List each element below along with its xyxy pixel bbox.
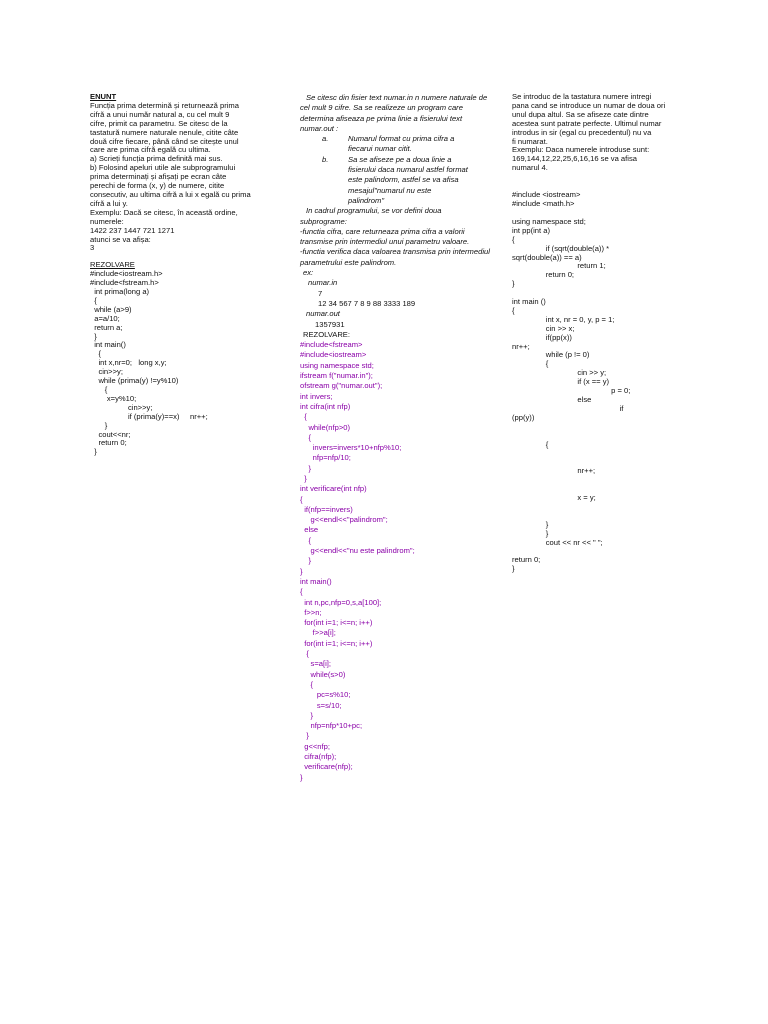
code-line: int main() [90, 340, 126, 350]
code-line: } [512, 519, 549, 529]
code-line: { [90, 349, 101, 359]
middle-column [300, 93, 490, 783]
middle-para-verifica: -functia verifica daca valoarea transmisa prin intermediul parametrului este palindrom. [300, 247, 490, 267]
statement-line: introdus in sir (egal cu precedentul) nu va [512, 127, 652, 137]
statement-line: b) Folosind apeluri utile ale subprogramului [90, 163, 236, 173]
code-line: g<<endl<<"nu este palindrom"; [300, 546, 415, 556]
code-line: int x, nr = 0, y, p = 1; [512, 314, 615, 324]
code-line: } [300, 731, 309, 741]
spacer [512, 173, 692, 191]
code-line: return 0; [512, 555, 541, 565]
code-line: } [300, 710, 314, 720]
code-line: g<<nfp; [300, 741, 330, 751]
code-line: while (p != 0) [512, 350, 590, 360]
item-letter: a. [322, 134, 329, 144]
code-line: if (prima(y)==x) nr++; [90, 411, 208, 421]
code-line: cin >> y; [512, 368, 607, 378]
code-line: { [512, 305, 515, 315]
code-line: #include<fstream.h> [90, 278, 159, 288]
statement-line: numerele: [90, 216, 124, 226]
code-line: } [90, 447, 97, 457]
code-line: #include <iostream> [512, 190, 581, 200]
code-line: } [300, 473, 307, 483]
statement-line: prima determinați și afișați pe ecran câte [90, 172, 227, 182]
code-line: int invers; [300, 391, 333, 401]
code-line: int pp(int a) [512, 225, 550, 235]
code-line: #include <math.h> [512, 199, 575, 209]
statement-line: Exemplu: Dacă se citesc, în această ordine, [90, 207, 238, 217]
code-line: s=a[i]; [300, 659, 332, 669]
code-line: f>>a[i]; [300, 628, 336, 638]
right-column [512, 93, 692, 574]
statement-line: consecutiv, au ultima cifră a lui x egală cu prima [90, 189, 251, 199]
code-line: while (a>9) [90, 304, 132, 314]
code-line: int x,nr=0; long x,y; [90, 358, 167, 368]
code-line: if (sqrt(double(a)) * [512, 243, 610, 253]
middle-item-list [322, 134, 490, 206]
code-line: else [512, 395, 592, 404]
code-line: { [300, 494, 303, 504]
code-line: using namespace std; [512, 216, 586, 226]
code-line: } [512, 564, 515, 574]
code-line: s=s/10; [300, 700, 342, 710]
code-line: { [300, 649, 309, 659]
code-line: cout<<nr; [90, 429, 131, 439]
code-line: return 0; [90, 438, 127, 448]
left-resolution-title: REZOLVARE [90, 260, 135, 270]
left-code-block [90, 270, 258, 457]
code-line [512, 476, 692, 485]
left-statement [90, 102, 258, 253]
statement-line: Exemplu: Daca numerele introduse sunt: [512, 145, 650, 155]
code-line: return a; [90, 322, 123, 332]
statement-line: două cifre fiecare, până când se citește unul [90, 136, 239, 146]
code-line: invers=invers*10+nfp%10; [300, 443, 402, 453]
code-line: { [90, 385, 108, 394]
statement-line: Se introduc de la tastatura numere intregi [512, 92, 652, 101]
code-line: nfp=nfp*10+pc; [300, 721, 363, 731]
code-line: } [300, 772, 303, 782]
middle-resolution-title: REZOLVARE: [303, 329, 350, 339]
code-line: if(nfp==invers) [300, 504, 353, 514]
code-line: int prima(long a) [90, 287, 150, 297]
code-line: else [300, 525, 319, 535]
statement-line: perechi de forma (x, y) de numere, citite [90, 181, 225, 191]
statement-line: Funcția prima determină și returnează prima [90, 100, 239, 110]
code-line: return 0; [512, 270, 575, 280]
code-line: ifstream f("numar.in"); [300, 371, 373, 381]
statement-line: acestea sunt patrate perfecte. Ultimul numar [512, 118, 662, 128]
code-line: while(s>0) [300, 669, 346, 679]
input-count: 7 [318, 288, 323, 298]
item-text: Numarul format cu prima cifra a fiecarui numar citit. [348, 134, 455, 154]
middle-para-cifra: -functia cifra, care returneaza prima cifra a valorii transmise prin intermediul unui parametru valoare. [300, 226, 470, 247]
code-line: #include<fstream> [300, 340, 363, 350]
middle-intro: Se citesc din fisier text numar.in n numere naturale de cel mult 9 cifre. Sa se realizeze un program care determina afiseaza pe prima linie a fisierului text numar.out : [300, 93, 488, 133]
code-line: #include<iostream> [300, 350, 367, 360]
code-line: if (x == y) [512, 377, 610, 387]
right-statement [512, 93, 692, 173]
code-line: int main () [512, 297, 546, 307]
output-value: 1357931 [315, 319, 345, 329]
statement-line: a) Scrieți funcția prima definită mai sus. [90, 154, 223, 164]
code-line: { [512, 439, 549, 449]
code-line: g<<endl<<"palindrom"; [300, 515, 388, 525]
statement-line: pana cand se introduce un numar de doua ori [512, 100, 666, 110]
code-line: int n,pc,nfp=0,s,a[100]; [300, 597, 382, 607]
statement-line: cifre, primit ca parametru. Se citesc de la [90, 118, 228, 128]
code-line: pc=s%10; [300, 690, 351, 700]
code-line: } [300, 566, 303, 576]
item-text: Sa se afiseze pe a doua linie a fisierului daca numarul astfel format este palindorm, astfel se va afisa mesajul"numarul nu este palindrom" [348, 154, 468, 205]
left-column [90, 93, 258, 457]
list-item [322, 134, 490, 155]
code-line: } [512, 279, 515, 289]
code-line: { [512, 234, 515, 244]
code-line: } [90, 331, 97, 341]
code-line: { [300, 535, 311, 545]
code-line: cin>>y; [90, 402, 153, 412]
code-line: if [512, 403, 624, 413]
list-item [322, 155, 490, 206]
code-line: nr++; [512, 466, 596, 476]
code-line: sqrt(double(a)) == a) [512, 252, 582, 262]
statement-line: cifră a lui y. [90, 198, 128, 208]
middle-code-block [300, 340, 490, 783]
code-line: return 1; [512, 261, 606, 271]
statement-line: care are prima cifră egală cu ultima. [90, 145, 211, 155]
output-file-name: numar.out [306, 309, 340, 319]
code-line: } [512, 528, 549, 538]
statement-line: atunci se va afișa: [90, 234, 151, 244]
code-line: ofstream g("numar.out"); [300, 381, 383, 391]
code-line: if(pp(x)) [512, 332, 572, 342]
code-line: f>>n; [300, 607, 322, 617]
right-code-block [512, 191, 692, 574]
code-line [512, 449, 692, 458]
code-line: x=y%10; [90, 393, 137, 403]
code-line [512, 423, 692, 432]
code-line: { [90, 295, 97, 305]
statement-line: fi numarat. [512, 136, 548, 146]
code-line: int verificare(int nfp) [300, 484, 367, 494]
statement-line: tastatură numere naturale nenule, citite câte [90, 127, 239, 137]
code-line: { [300, 412, 307, 422]
statement-line: 169,144,12,22,25,6,16,16 se va afisa [512, 154, 637, 164]
code-line: x = y; [512, 492, 596, 502]
code-line: while(nfp>0) [300, 422, 351, 432]
statement-line: unul dupa altul. Sa se afiseze cate dintre [512, 109, 649, 119]
code-line: nfp=nfp/10; [300, 453, 351, 463]
code-line: int cifra(int nfp) [300, 401, 351, 411]
code-line: cout << nr << " "; [512, 537, 603, 547]
code-line: while (prima(y) !=y%10) [90, 376, 179, 386]
statement-line: 3 [90, 243, 95, 253]
code-line: for(int i=1; i<=n; i++) [300, 618, 373, 628]
code-line: using namespace std; [300, 360, 374, 370]
code-line: } [300, 463, 311, 473]
code-line: } [90, 420, 108, 430]
statement-line: cifră a unui număr natural a, cu cel mult 9 [90, 109, 230, 119]
code-line: nr++; [512, 341, 530, 351]
left-title: ENUNT [90, 92, 117, 101]
input-file-name: numar.in [308, 278, 338, 288]
code-line: a=a/10; [90, 313, 120, 323]
code-line: p = 0; [512, 386, 631, 396]
code-line: cin >> x; [512, 323, 575, 333]
statement-line: numarul 4. [512, 163, 548, 173]
code-line: cifra(nfp); [300, 752, 337, 761]
code-line: int main() [300, 576, 332, 586]
input-values: 12 34 567 7 8 9 88 3333 189 [318, 298, 416, 308]
code-line: { [300, 587, 303, 597]
code-line: { [512, 359, 549, 369]
statement-line: 1422 237 1447 721 1271 [90, 225, 175, 235]
code-line: #include<iostream.h> [90, 269, 163, 279]
middle-para-subprograms: In cadrul programului, se vor defini doua subprograme: [300, 206, 442, 226]
code-line: (pp(y)) [512, 412, 535, 422]
code-line: cin>>y; [90, 367, 123, 377]
code-line: } [300, 556, 311, 566]
code-line: { [300, 432, 311, 442]
code-line: { [300, 679, 314, 689]
code-line: verificare(nfp); [300, 762, 353, 772]
example-label: ex: [303, 268, 314, 278]
code-line: for(int i=1; i<=n; i++) [300, 638, 373, 648]
code-line [512, 503, 692, 512]
item-letter: b. [322, 154, 329, 164]
